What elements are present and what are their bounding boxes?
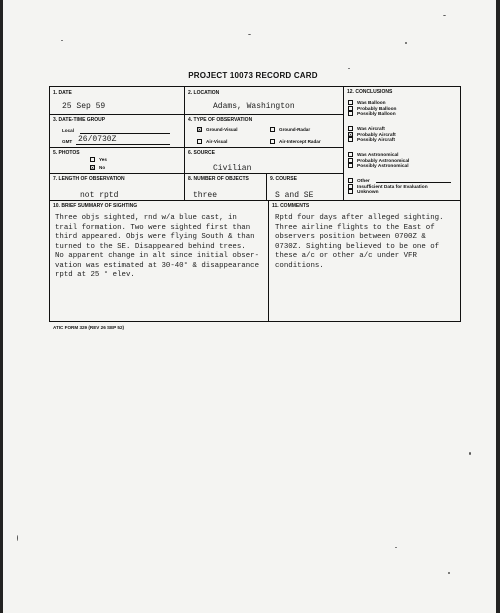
conclusions-label: 12. CONCLUSIONS <box>347 89 393 95</box>
date-cell <box>50 87 185 115</box>
local-label: Local <box>62 128 74 133</box>
dtg-label: 3. DATE-TIME GROUP <box>53 117 106 123</box>
conclusion-label: Probably Balloon <box>357 106 397 112</box>
scan-speck <box>248 34 251 35</box>
checkbox <box>348 158 353 163</box>
photos-option-label: Yes <box>99 157 107 162</box>
checkbox <box>348 178 353 183</box>
location-cell <box>185 87 344 115</box>
summary-line: rptd at 25 ° elev. <box>55 271 135 279</box>
summary-text <box>55 214 270 281</box>
source-value: Civilian <box>213 164 252 173</box>
conclusion-label: Unknown <box>357 189 379 195</box>
checkbox <box>348 184 353 189</box>
comments-cell <box>269 201 460 321</box>
summary-line: Three objs sighted, rnd w/a blue cast, in <box>55 214 237 222</box>
checkbox <box>348 106 353 111</box>
scan-speck <box>405 42 407 44</box>
conclusion-label: Was Aircraft <box>357 126 385 132</box>
objects-label: 8. NUMBER OF OBJECTS <box>188 176 249 182</box>
type-cell <box>185 115 344 148</box>
checkbox <box>348 111 353 116</box>
scan-speck <box>17 535 18 541</box>
type-option-air-intercept-radar <box>270 139 321 144</box>
comments-line: conditions. <box>275 261 324 270</box>
dtg-cell <box>50 115 185 148</box>
comments-text <box>275 214 460 271</box>
photos-option-no <box>90 165 105 170</box>
location-value: Adams, Washington <box>213 102 295 111</box>
checkbox <box>348 189 353 194</box>
checkbox <box>348 152 353 157</box>
form-number: ATIC FORM 329 (REV 26 SEP 52) <box>53 325 125 330</box>
checkbox <box>348 137 353 142</box>
photos-cell <box>50 148 185 174</box>
scan-speck <box>61 40 63 41</box>
gmt-line <box>76 144 170 145</box>
conclusion-label: Possibly Astronomical <box>357 163 409 169</box>
comments-line: observers position between 0700Z & <box>275 233 426 241</box>
date-value: 25 Sep 59 <box>62 102 106 111</box>
conclusion-label: Other <box>357 178 370 184</box>
type-option-air-visual <box>197 139 227 144</box>
scan-speck <box>395 547 397 548</box>
conclusion-label: Was Astronomical <box>357 152 399 158</box>
conclusion-label: Probably Astronomical <box>357 158 410 164</box>
summary-line: third appeared. Objs were flying South & than <box>55 233 255 241</box>
conclusions-cell <box>344 87 460 201</box>
checkbox <box>348 100 353 105</box>
summary-line: trail formation. Two were sighted first than <box>55 223 251 232</box>
conclusion-item <box>348 163 409 169</box>
source-cell <box>185 148 344 174</box>
checkbox <box>270 139 275 144</box>
comments-line: Rptd four days after alleged sighting. <box>275 214 444 222</box>
course-value: S and SE <box>275 191 314 200</box>
type-option-label: Ground-Radar <box>279 127 311 132</box>
comments-label: 11. COMMENTS <box>272 203 310 209</box>
checkbox: X <box>349 131 352 137</box>
conclusion-label: Possibly Aircraft <box>357 137 395 143</box>
gmt-value: 26/0730Z <box>78 135 117 144</box>
type-label: 4. TYPE OF OBSERVATION <box>188 117 253 123</box>
summary-label: 10. BRIEF SUMMARY OF SIGHTING <box>53 203 138 209</box>
conclusion-label: Was Balloon <box>357 100 386 106</box>
checkbox <box>348 126 353 131</box>
checkbox <box>270 127 275 132</box>
local-line <box>80 133 170 134</box>
objects-value: three <box>193 191 218 200</box>
scan-speck <box>443 15 446 16</box>
comments-line: these a/c or other a/c under VFR <box>275 252 417 260</box>
summary-line: vation was estimated at 30-40° & disappearance <box>55 261 260 270</box>
conclusion-label: Insufficient Data for Evaluation <box>357 184 428 190</box>
conclusion-label: Probably Aircraft <box>357 132 396 138</box>
scan-speck <box>469 452 471 455</box>
gmt-label: GMT <box>62 139 73 144</box>
photos-option-label: No <box>99 165 106 170</box>
type-option-ground-radar <box>270 127 310 132</box>
comments-line: Three airline flights to the East of <box>275 223 435 232</box>
photos-label: 5. PHOTOS <box>53 150 80 156</box>
length-label: 7. LENGTH OF OBSERVATION <box>53 176 125 182</box>
summary-cell <box>50 201 269 321</box>
checkbox <box>90 157 95 162</box>
checkbox <box>197 139 202 144</box>
scan-speck <box>448 572 450 574</box>
date-label: 1. DATE <box>53 90 72 96</box>
summary-line: turned to the SE. Disappeared behind trees. <box>55 242 246 251</box>
summary-line: No apparent change in alt since initial obser- <box>55 252 260 260</box>
length-cell <box>50 174 185 201</box>
checkbox: X <box>198 127 201 133</box>
type-option-label: Air-Intercept Radar <box>279 139 321 144</box>
objects-cell <box>185 174 267 201</box>
conclusion-item <box>348 111 396 117</box>
record-card <box>49 86 461 322</box>
checkbox <box>348 163 353 168</box>
course-cell <box>267 174 344 201</box>
course-label: 9. COURSE <box>270 176 297 182</box>
type-option-label: Ground-Visual <box>206 127 238 132</box>
location-label: 2. LOCATION <box>188 90 220 96</box>
checkbox: X <box>91 165 94 171</box>
card-title: PROJECT 10073 RECORD CARD <box>188 71 318 80</box>
conclusion-label: Possibly Balloon <box>357 111 396 117</box>
length-value: not rptd <box>80 191 119 200</box>
conclusion-item <box>348 189 379 195</box>
conclusion-item <box>348 137 395 143</box>
comments-line: 0730Z. Sighting believed to be one of <box>275 242 440 251</box>
photos-option-yes <box>90 157 107 162</box>
scan-speck <box>348 68 350 69</box>
source-label: 6. SOURCE <box>188 150 215 156</box>
type-option-label: Air-Visual <box>206 139 228 144</box>
type-option-ground-visual <box>197 127 238 132</box>
